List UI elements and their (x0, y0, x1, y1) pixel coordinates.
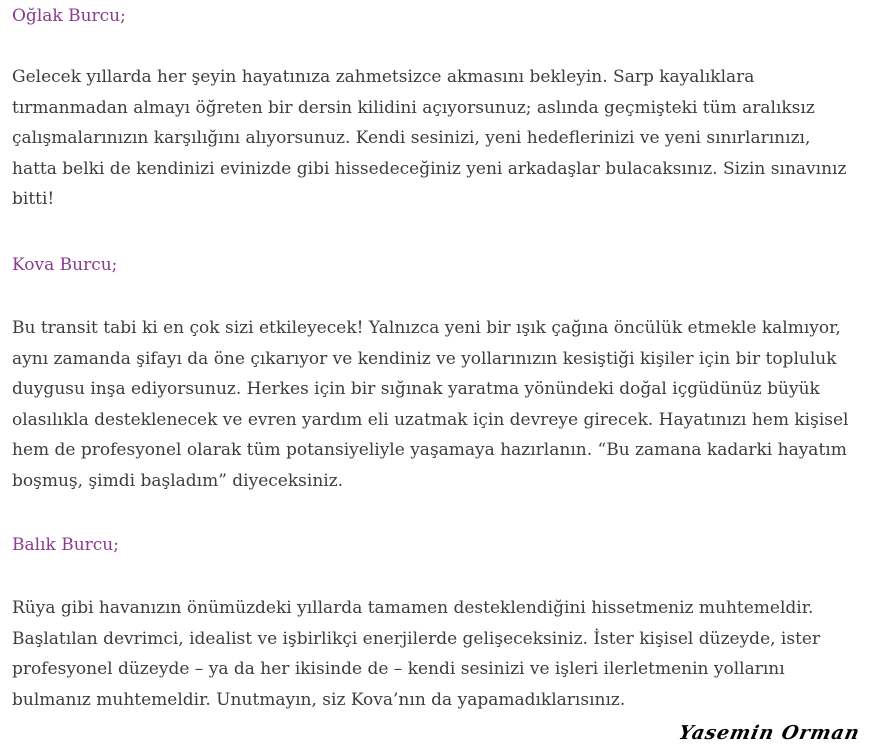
section-paragraph-balik (12, 593, 820, 715)
paragraph-line: Bu transit tabi ki en çok sizi etkileyecek! Yalnızca yeni bir ışık çağına öncülük etmekle kalmıyor, (12, 318, 841, 338)
paragraph-line: Gelecek yıllarda her şeyin hayatınıza zahmetsizce akmasını bekleyin. Sarp kayalıklara (12, 67, 755, 87)
paragraph-line: Başlatılan devrimci, idealist ve işbirlikçi enerjilerde gelişeceksiniz. İster kişisel düzeyde, ister (12, 628, 821, 649)
paragraph-line: bitti! (12, 189, 55, 209)
section-heading-oglak: Oğlak Burcu; (12, 6, 126, 26)
paragraph-line: aynı zamanda şifayı da öne çıkarıyor ve kendiniz ve yollarınızın kesiştiği kişiler için bir topluluk (12, 348, 837, 369)
paragraph-line: çalışmalarınızın karşılığını alıyorsunuz. Kendi sesinizi, yeni hedeflerinizi ve yeni sınırlarınızı, (12, 128, 811, 148)
paragraph-line: tırmanmadan almayı öğreten bir dersin kilidini açıyorsunuz; aslında geçmişteki tüm aralıksız (12, 97, 815, 118)
paragraph-line: Rüya gibi havanızın önümüzdeki yıllarda tamamen desteklendiğini hissetmeniz muhtemeldir. (12, 598, 814, 618)
paragraph-line: profesyonel düzeyde – ya da her ikisinde de – kendi sesinizi ve işleri ilerletmenin yollarını (12, 659, 785, 679)
paragraph-line: olasılıkla desteklenecek ve evren yardım eli uzatmak için devreye girecek. Hayatınızı hem kişisel (12, 409, 849, 430)
paragraph-line: hem de profesyonel olarak tüm potansiyeliyle yaşamaya hazırlanın. “Bu zamana kadarki hayatım (12, 440, 847, 460)
author-signature: Yasemin Orman (676, 722, 863, 744)
paragraph-line: hatta belki de kendinizi evinizde gibi hissedeceğiniz yeni arkadaşlar bulacaksınız. Sizin sınavınız (12, 158, 847, 179)
paragraph-line: duygusu inşa ediyorsunuz. Herkes için bir sığınak yaratma yönündeki doğal içgüdünüz büyük (12, 379, 820, 399)
paragraph-line: boşmuş, şimdi başladım” diyeceksiniz. (12, 470, 344, 491)
section-paragraph-kova (12, 313, 848, 496)
section-heading-kova: Kova Burcu; (12, 255, 118, 275)
section-paragraph-oglak (12, 62, 846, 215)
section-heading-balik: Balık Burcu; (12, 535, 119, 555)
paragraph-line: bulmanız muhtemeldir. Unutmayın, siz Kova’nın da yapamadıklarısınız. (12, 689, 626, 710)
